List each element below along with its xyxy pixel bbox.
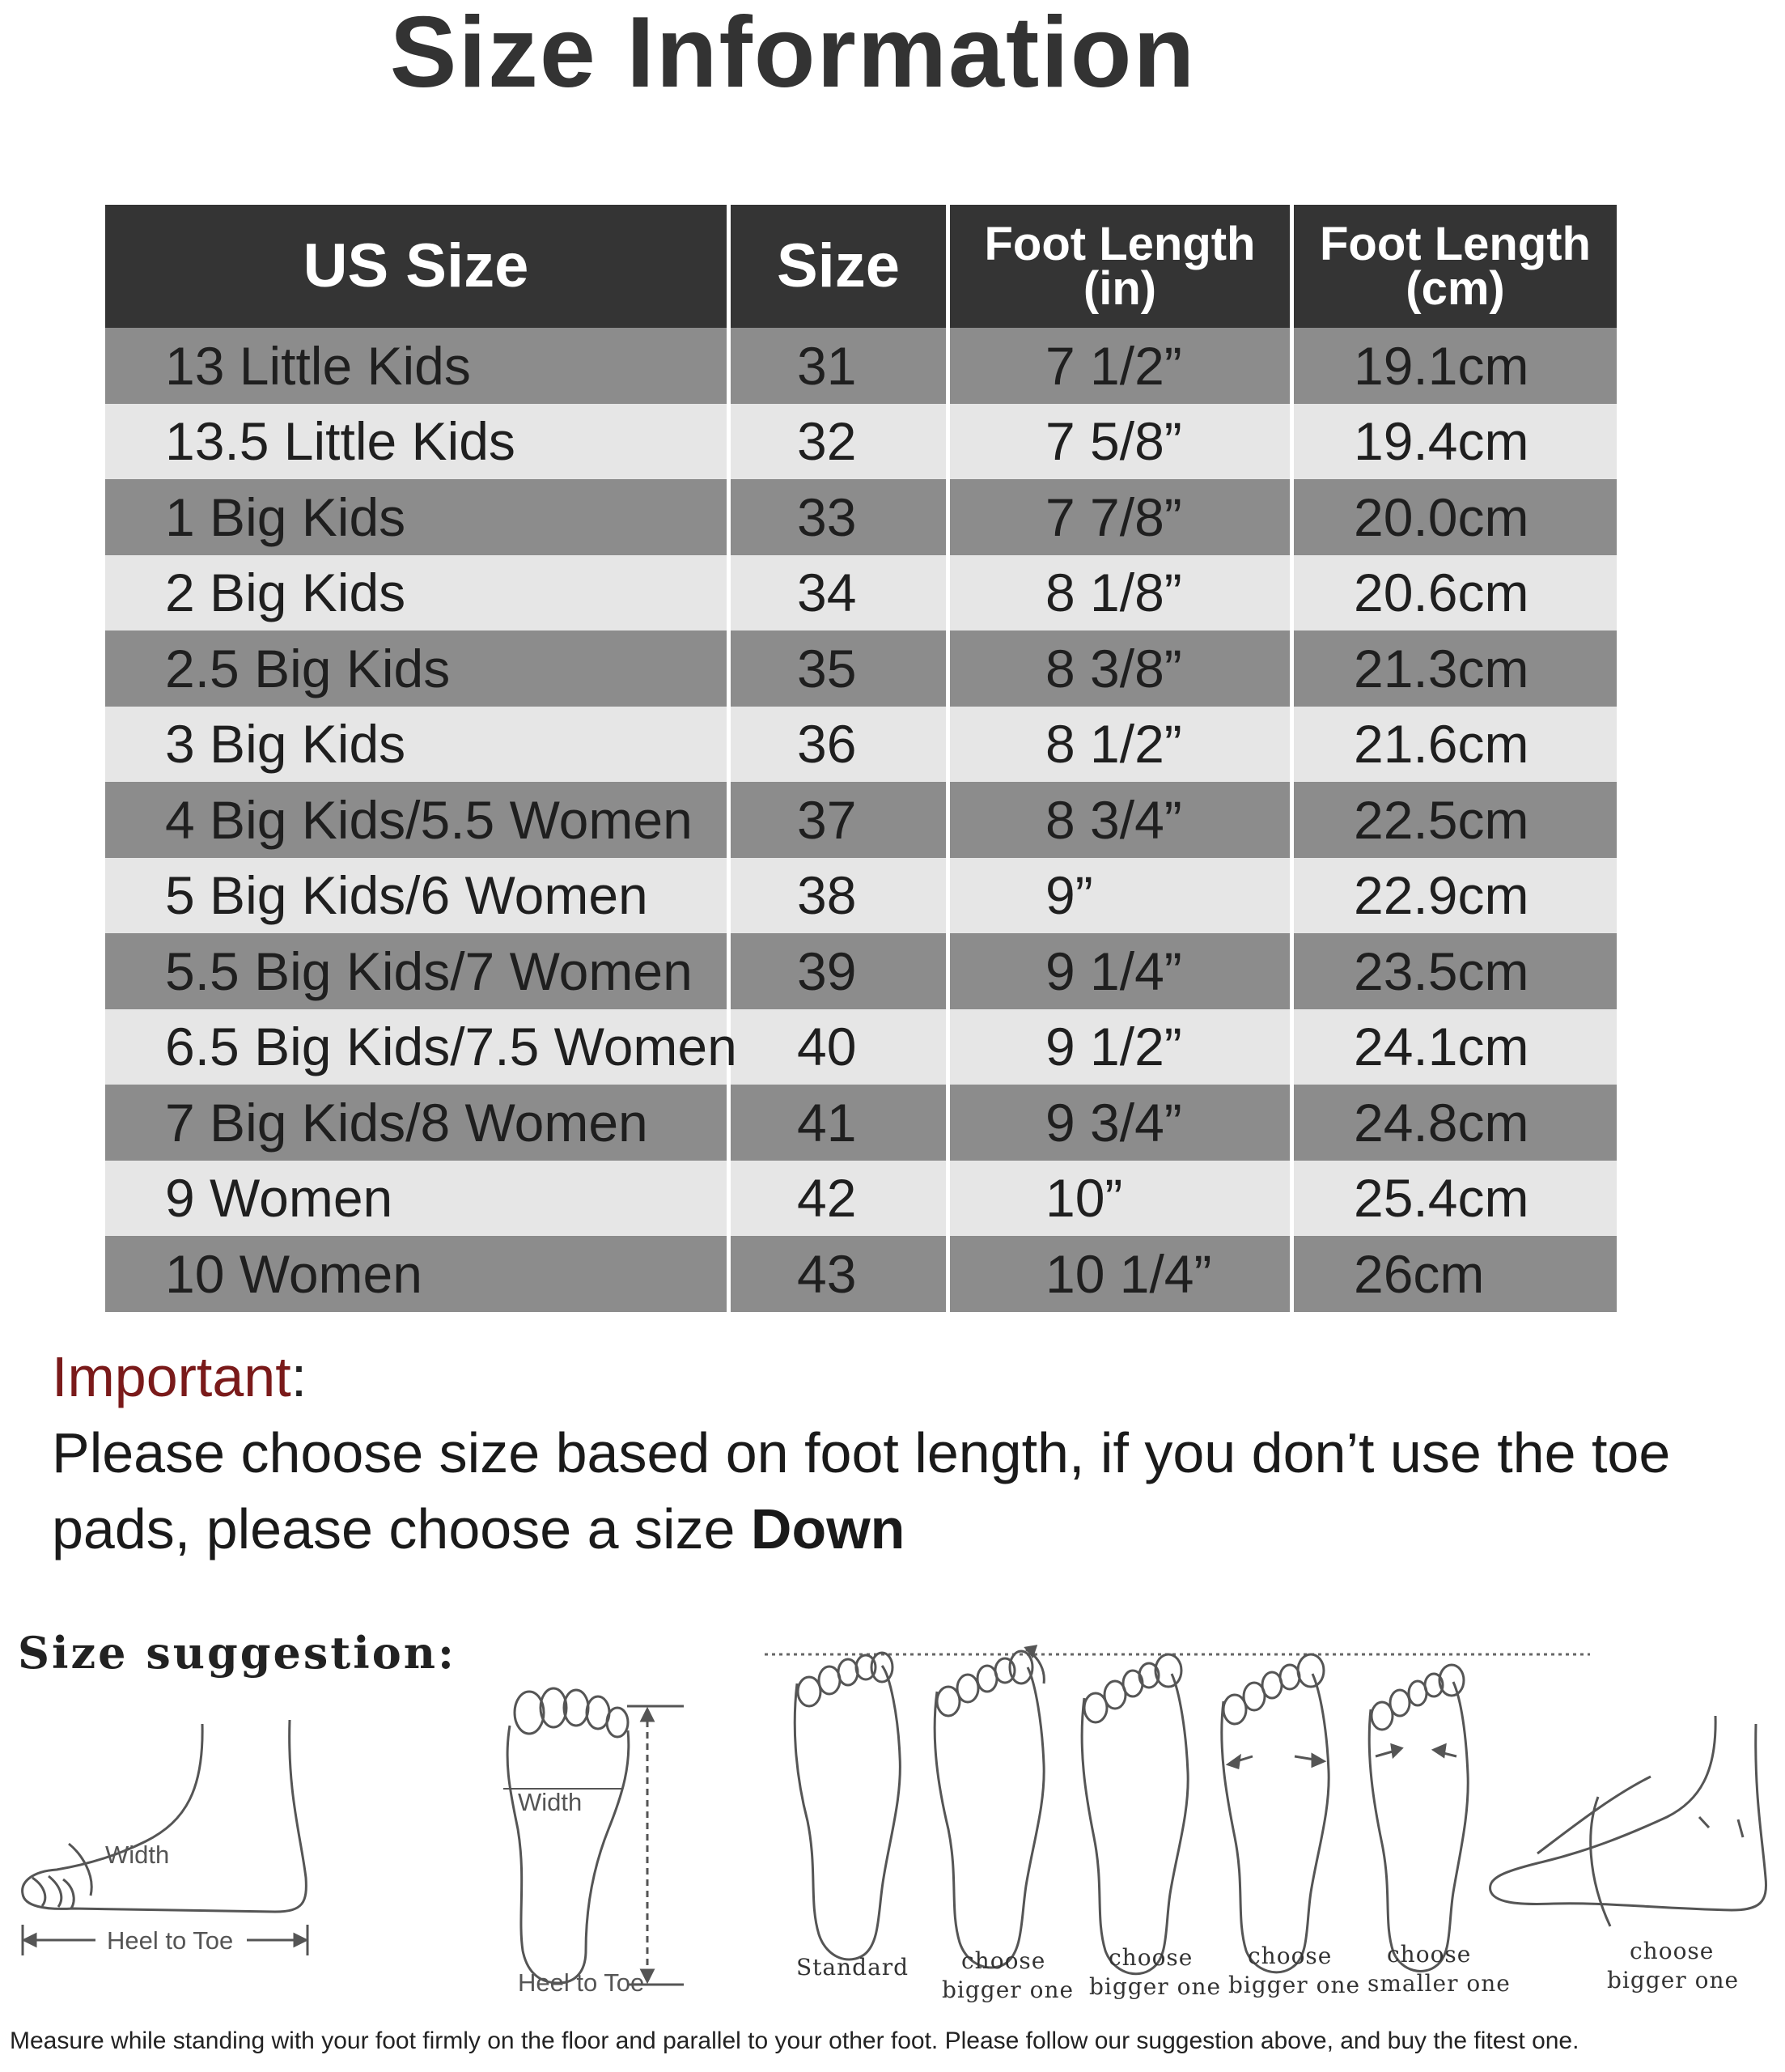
footprint-label-5-line1: choose [1387, 1941, 1472, 1968]
header-foot-length-cm-line1: Foot Length [1319, 217, 1591, 270]
cell-us-size: 5 Big Kids/6 Women [105, 858, 731, 934]
footprint-bigger-1 [935, 1646, 1044, 1968]
side-foot-figure [23, 1720, 307, 1912]
side-foot-outline [23, 1720, 307, 1912]
cell-foot-in: 10 1/4” [950, 1236, 1294, 1312]
top-foot-sole [507, 1726, 629, 1983]
side-width-label: Width [105, 1841, 170, 1869]
cell-us-size: 2.5 Big Kids [105, 631, 731, 707]
cell-us-size: 1 Big Kids [105, 479, 731, 555]
important-note-text: Please choose size based on foot length, if you don’t use the toe pads, please choose a size [52, 1421, 1671, 1560]
table-row [105, 782, 1617, 858]
cell-foot-in: 9 1/4” [950, 933, 1294, 1009]
important-note [52, 1415, 1735, 1567]
cell-foot-in: 8 3/4” [950, 782, 1294, 858]
cell-size: 41 [731, 1085, 950, 1161]
cell-foot-cm: 21.6cm [1294, 707, 1617, 783]
cell-foot-cm: 26cm [1294, 1236, 1617, 1312]
cell-foot-cm: 22.5cm [1294, 782, 1617, 858]
size-table [105, 205, 1617, 1312]
header-foot-length-cm-line2: (cm) [1406, 262, 1505, 315]
table-row [105, 933, 1617, 1009]
cell-foot-in: 10” [950, 1161, 1294, 1237]
cell-size: 32 [731, 404, 950, 480]
cell-foot-in: 8 1/2” [950, 707, 1294, 783]
cell-foot-cm: 25.4cm [1294, 1161, 1617, 1237]
important-label: Important [52, 1345, 291, 1408]
cell-size: 43 [731, 1236, 950, 1312]
cell-foot-cm: 19.1cm [1294, 328, 1617, 404]
footprint-smaller [1369, 1665, 1468, 1971]
side-foot-toes [32, 1876, 74, 1909]
table-row [105, 328, 1617, 404]
last-foot-label-line2: bigger one [1607, 1967, 1740, 1993]
table-row [105, 1009, 1617, 1085]
cell-foot-cm: 19.4cm [1294, 404, 1617, 480]
table-row [105, 1236, 1617, 1312]
table-row [105, 555, 1617, 631]
footprint-label-2-line1: choose [961, 1947, 1046, 1974]
footprint-label-4-line1: choose [1248, 1942, 1333, 1969]
cell-us-size: 6.5 Big Kids/7.5 Women [105, 1009, 731, 1085]
table-row [105, 1161, 1617, 1237]
footprint-label-2-line2: bigger one [942, 1976, 1075, 2003]
table-row [105, 631, 1617, 707]
page-title: Size Information [389, 0, 1197, 108]
cell-foot-in: 9 3/4” [950, 1085, 1294, 1161]
cell-us-size: 10 Women [105, 1236, 731, 1312]
cell-size: 37 [731, 782, 950, 858]
footprint-standard [795, 1653, 900, 1959]
cell-us-size: 4 Big Kids/5.5 Women [105, 782, 731, 858]
cell-foot-cm: 22.9cm [1294, 858, 1617, 934]
important-note-bold: Down [750, 1497, 905, 1560]
cell-us-size: 7 Big Kids/8 Women [105, 1085, 731, 1161]
cell-us-size: 13.5 Little Kids [105, 404, 731, 480]
important-heading [52, 1342, 307, 1412]
footprint-label-3-line2: bigger one [1089, 1973, 1222, 2000]
cell-foot-in: 8 3/8” [950, 631, 1294, 707]
cell-foot-in: 7 7/8” [950, 479, 1294, 555]
cell-size: 34 [731, 555, 950, 631]
cell-size: 42 [731, 1161, 950, 1237]
table-row [105, 479, 1617, 555]
footprint-label-1: Standard [796, 1954, 909, 1981]
cell-size: 35 [731, 631, 950, 707]
side-foot-arch-figure [1490, 1716, 1766, 1926]
table-row [105, 1085, 1617, 1161]
cell-foot-in: 9 1/2” [950, 1009, 1294, 1085]
footprint-bigger-3 [1222, 1654, 1329, 1972]
header-size: Size [731, 205, 950, 328]
cell-foot-in: 7 1/2” [950, 328, 1294, 404]
size-suggestion-title: Size suggestion: [18, 1627, 456, 1679]
cell-size: 38 [731, 858, 950, 934]
top-width-label: Width [518, 1788, 583, 1816]
last-foot-label-line1: choose [1630, 1938, 1715, 1964]
top-heel-to-toe-label: Heel to Toe [518, 1968, 645, 1997]
cell-size: 40 [731, 1009, 950, 1085]
cell-foot-cm: 24.8cm [1294, 1085, 1617, 1161]
cell-foot-in: 8 1/8” [950, 555, 1294, 631]
cell-size: 39 [731, 933, 950, 1009]
top-foot-figure [503, 1688, 629, 1983]
cell-foot-cm: 24.1cm [1294, 1009, 1617, 1085]
table-row [105, 858, 1617, 934]
side-heel-to-toe-label: Heel to Toe [107, 1926, 234, 1955]
cell-us-size: 13 Little Kids [105, 328, 731, 404]
cell-foot-in: 9” [950, 858, 1294, 934]
cell-size: 36 [731, 707, 950, 783]
top-length-arrow [627, 1706, 684, 1985]
footprint-label-4-line2: bigger one [1228, 1972, 1361, 1998]
cell-us-size: 2 Big Kids [105, 555, 731, 631]
footprint-label-5-line2: smaller one [1367, 1970, 1511, 1997]
footprint-bigger-2 [1082, 1654, 1188, 1974]
cell-size: 33 [731, 479, 950, 555]
cell-size: 31 [731, 328, 950, 404]
table-row [105, 707, 1617, 783]
cell-us-size: 3 Big Kids [105, 707, 731, 783]
header-us-size: US Size [105, 205, 731, 328]
header-foot-length-in-line2: (in) [1083, 262, 1157, 315]
header-foot-length-in [950, 205, 1294, 328]
important-colon: : [290, 1345, 307, 1408]
cell-foot-cm: 20.0cm [1294, 479, 1617, 555]
footprint-label-3-line1: choose [1109, 1944, 1194, 1971]
cell-foot-cm: 21.3cm [1294, 631, 1617, 707]
cell-foot-cm: 23.5cm [1294, 933, 1617, 1009]
cell-foot-cm: 20.6cm [1294, 555, 1617, 631]
cell-foot-in: 7 5/8” [950, 404, 1294, 480]
table-header-row [105, 205, 1617, 328]
header-foot-length-in-line1: Foot Length [984, 217, 1256, 270]
header-foot-length-cm [1294, 205, 1617, 328]
table-row [105, 404, 1617, 480]
footer-note: Measure while standing with your foot firmly on the floor and parallel to your other foot. Please follow our suggestion above, and buy the fitest one. [10, 2027, 1579, 2054]
cell-us-size: 5.5 Big Kids/7 Women [105, 933, 731, 1009]
cell-us-size: 9 Women [105, 1161, 731, 1237]
size-suggestion-illustrations [0, 1635, 1785, 2023]
